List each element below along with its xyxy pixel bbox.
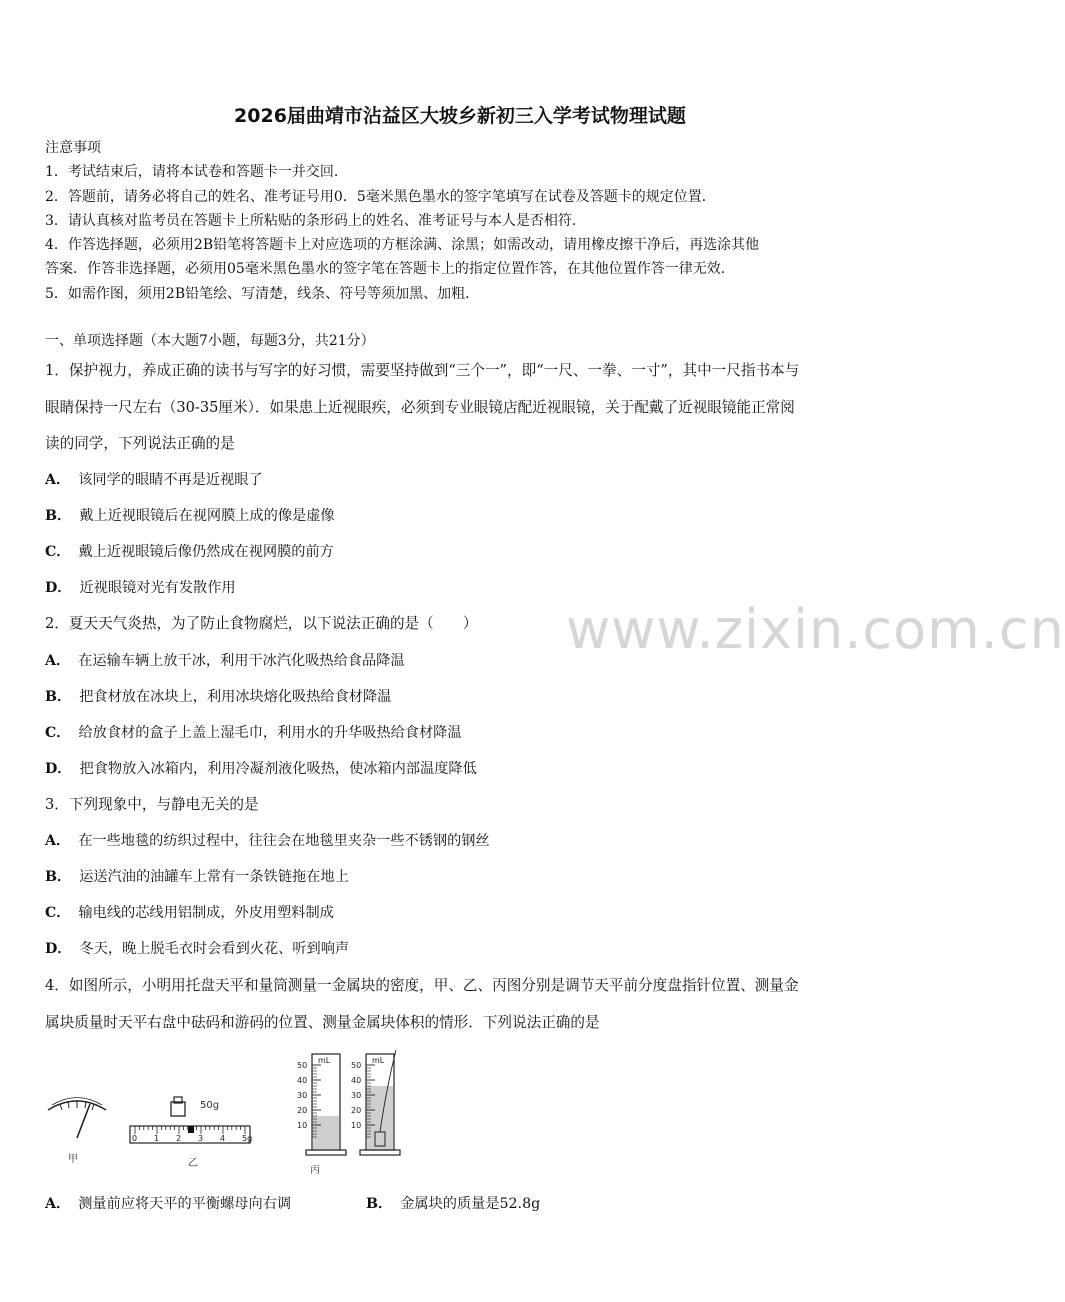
q4-figure	[40, 1050, 420, 1180]
question-4-line: 4．如图所示，小明用托盘天平和量筒测量一金属块的密度，甲、乙、丙图分别是调节天平前分度盘指针位置、测量金	[45, 977, 799, 994]
cylinder-base	[360, 1150, 400, 1155]
q1-option-c: C． 戴上近视眼镜后像仍然成在视网膜的前方	[45, 544, 334, 560]
scale-tick-label: 2	[176, 1134, 182, 1143]
notice-heading: 注意事项	[45, 140, 101, 156]
cylinder-tick-label: 50	[297, 1061, 308, 1070]
cylinder-tick-label: 10	[351, 1121, 362, 1130]
watermark: www.zixin.com.cn	[566, 598, 1065, 661]
fig-label-jia: 甲	[68, 1154, 78, 1165]
question-3-line: 3．下列现象中，与静电无关的是	[45, 796, 259, 813]
question-1-line: 眼睛保持一尺左右（30-35厘米）．如果患上近视眼疾，必须到专业眼镜店配近视眼镜，关于配戴了近视眼镜能正常阅	[45, 399, 795, 416]
measuring-cylinder-diagram	[297, 1050, 400, 1176]
question-1-line: 读的同学，下列说法正确的是	[45, 435, 235, 452]
scale-tick-label: 3	[198, 1134, 204, 1143]
q4-option-b: B． 金属块的质量是52.8g	[366, 1196, 541, 1212]
q1-option-b: B． 戴上近视眼镜后在视网膜上成的像是虚像	[45, 508, 335, 524]
cylinder-base	[306, 1150, 346, 1155]
scale-tick-label: 5g	[242, 1134, 253, 1143]
question-1-line: 1．保护视力，养成正确的读书与写字的好习惯，需要坚持做到“三个一”，即“一尺、一拳、一寸”，其中一尺指书本与	[45, 362, 800, 379]
question-4-line: 属块质量时天平右盘中砝码和游码的位置、测量金属块体积的情形．下列说法正确的是	[45, 1014, 600, 1031]
notice-item: 2．答题前，请务必将自己的姓名、准考证号用0．5毫米黑色墨水的签字笔填写在试卷及答题卡的规定位置．	[45, 189, 716, 205]
scale-tick-label: 4	[220, 1134, 226, 1143]
cylinder-tick-label: 30	[297, 1091, 308, 1100]
scale-tick-label: 1	[154, 1134, 160, 1143]
cylinder-tick-label: 40	[297, 1076, 308, 1085]
balance-scale-diagram	[130, 1097, 252, 1169]
section-heading: 一、单项选择题（本大题7小题，每题3分，共21分）	[45, 333, 375, 349]
weight-label: 50g	[200, 1100, 220, 1111]
cylinder-tick-label: 10	[297, 1121, 308, 1130]
notice-item: 3．请认真核对监考员在答题卡上所粘贴的条形码上的姓名、准考证号与本人是否相符．	[45, 213, 586, 229]
exam-title: 2026届曲靖市沾益区大坡乡新初三入学考试物理试题	[234, 105, 686, 127]
q3-option-d: D． 冬天，晚上脱毛衣时会看到火花、听到响声	[45, 941, 350, 957]
notice-item: 答案．作答非选择题，必须用05毫米黑色墨水的签字笔在答题卡上的指定位置作答，在其他位置作答一律无效．	[45, 261, 735, 277]
notice-item: 5．如需作图，须用2B铅笔绘、写清楚，线条、符号等须加黑、加粗．	[45, 286, 480, 302]
cylinder-tick-label: 30	[351, 1091, 362, 1100]
q3-option-c: C． 输电线的芯线用铝制成，外皮用塑料制成	[45, 905, 334, 921]
q1-option-d: D． 近视眼镜对光有发散作用	[45, 580, 236, 596]
q4-option-a: A． 测量前应将天平的平衡螺母向右调	[45, 1196, 292, 1212]
fig-label-yi: 乙	[188, 1158, 198, 1169]
scale-tick-label: 0	[132, 1134, 138, 1143]
cylinder-tick-label: 20	[351, 1106, 362, 1115]
cylinder-unit: mL	[318, 1056, 331, 1065]
cylinder-tick-label: 20	[297, 1106, 308, 1115]
question-2-line: 2．夏天天气炎热，为了防止食物腐烂，以下说法正确的是（ ）	[45, 615, 478, 632]
q3-option-b: B． 运送汽油的油罐车上常有一条铁链拖在地上	[45, 869, 349, 885]
cylinder-unit: mL	[372, 1056, 385, 1065]
notice-item: 4．作答选择题，必须用2B铅笔将答题卡上对应选项的方框涂满、涂黑；如需改动，请用橡皮擦干净后，再选涂其他	[45, 237, 760, 253]
q2-option-b: B． 把食材放在冰块上，利用冰块熔化吸热给食材降温	[45, 689, 392, 705]
pointer-dial-diagram	[48, 1098, 106, 1166]
cylinder-tick-label: 40	[351, 1076, 362, 1085]
q2-option-a: A． 在运输车辆上放干冰，利用干冰汽化吸热给食品降温	[45, 653, 405, 669]
q1-option-a: A． 该同学的眼睛不再是近视眼了	[45, 472, 263, 488]
cylinder-tick-label: 50	[351, 1061, 362, 1070]
water-level	[313, 1116, 339, 1149]
q2-option-d: D． 把食物放入冰箱内，利用冷凝剂液化吸热，使冰箱内部温度降低	[45, 761, 477, 777]
q2-option-c: C． 给放食材的盒子上盖上湿毛巾，利用水的升华吸热给食材降温	[45, 725, 462, 741]
fig-label-bing: 丙	[310, 1165, 320, 1176]
notice-item: 1．考试结束后，请将本试卷和答题卡一并交回．	[45, 164, 348, 180]
q3-option-a: A． 在一些地毯的纺织过程中，往往会在地毯里夹杂一些不锈钢的钢丝	[45, 833, 490, 849]
